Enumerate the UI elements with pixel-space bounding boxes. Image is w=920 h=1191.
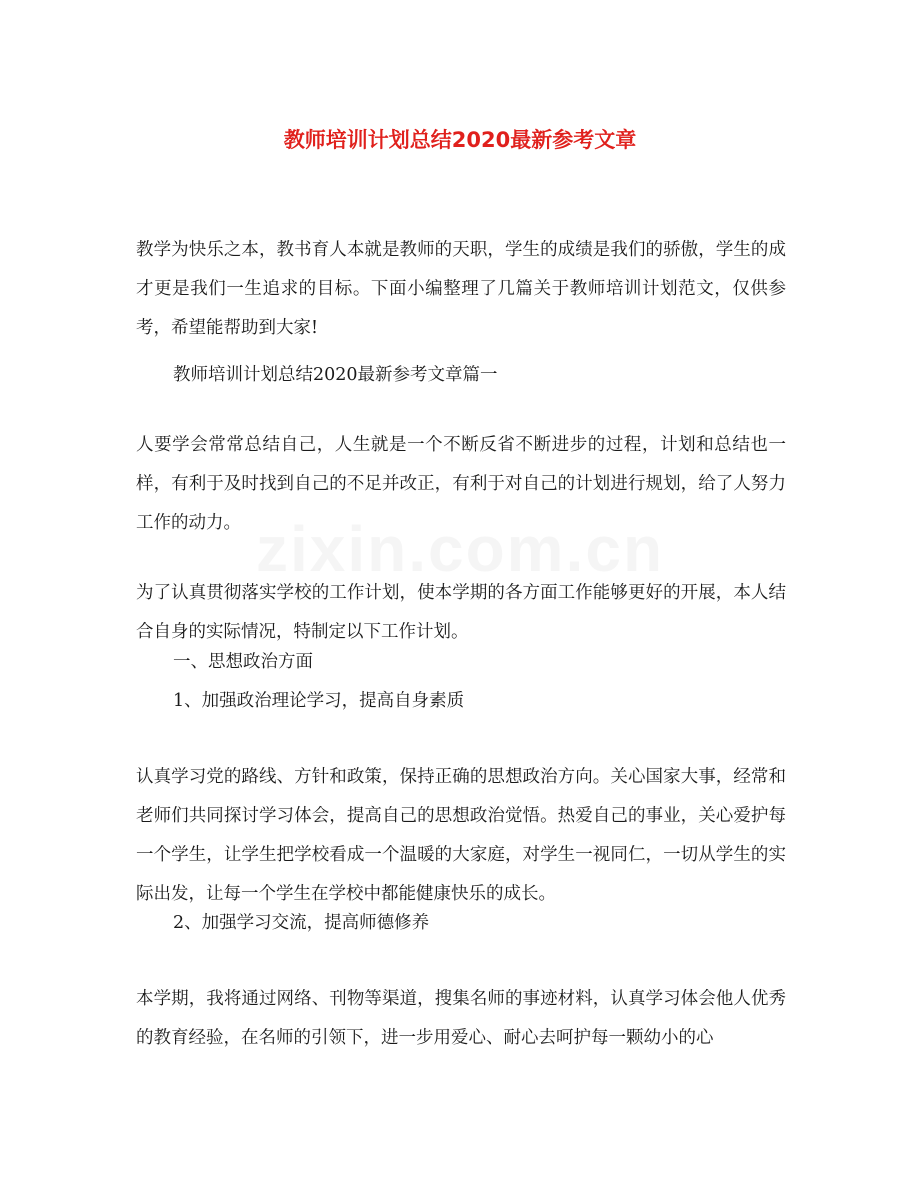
paragraph-self-summary: 人要学会常常总结自己，人生就是一个不断反省不断进步的过程，计划和总结也一样，有利于及时找到自己的不足并改正，有利于对自己的计划进行规划，给了人努力工作的动力。 (136, 435, 786, 533)
heading-political-thought: 一、思想政治方面 (173, 652, 313, 672)
paragraph-party-study: 认真学习党的路线、方针和政策，保持正确的思想政治方向。关心国家大事，经常和老师们共同探讨学习体会，提高自己的思想政治觉悟。热爱自己的事业，关心爱护每一个学生，让学生把学校看成一个温暖的大家庭，对学生一视同仁，一切从学生的实际出发，让每一个学生在学校中都能健康快乐的成长。 (136, 767, 786, 904)
watermark: zixin.com.cn (255, 513, 665, 585)
paragraph-work-plan: 为了认真贯彻落实学校的工作计划，使本学期的各方面工作能够更好的开展，本人结合自身的实际情况，特制定以下工作计划。 (136, 583, 786, 642)
heading-exchange-study: 2、加强学习交流，提高师德修养 (173, 913, 430, 933)
heading-theory-study: 1、加强政治理论学习，提高自身素质 (173, 691, 465, 711)
paragraph-this-semester: 本学期，我将通过网络、刊物等渠道，搜集名师的事迹材料，认真学习体会他人优秀的教育经验，在名师的引领下，进一步用爱心、耐心去呵护每一颗幼小的心 (136, 989, 786, 1048)
intro-paragraph: 教学为快乐之本，教书育人本就是教师的天职，学生的成绩是我们的骄傲，学生的成才更是我们一生追求的目标。下面小编整理了几篇关于教师培训计划范文，仅供参考，希望能帮助到大家! (136, 240, 786, 338)
section-heading-article-one: 教师培训计划总结2020最新参考文章篇一 (173, 365, 498, 385)
document-title: 教师培训计划总结2020最新参考文章 (283, 128, 637, 152)
